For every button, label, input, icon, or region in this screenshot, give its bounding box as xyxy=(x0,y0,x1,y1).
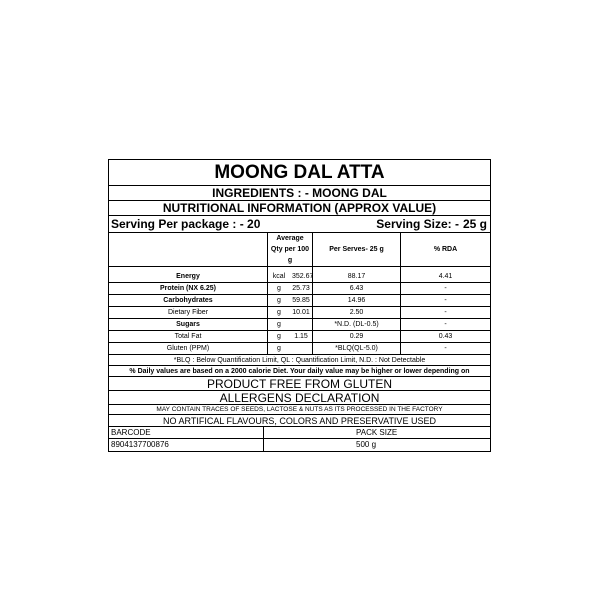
nutrient-name: Sugars xyxy=(109,319,268,331)
limits-note: *BLQ : Below Quantification Limit, QL : Quantification Limit, N.D. : Not Detectable xyxy=(109,355,490,366)
serving-size-value: 25 g xyxy=(462,217,487,231)
allergens-text: MAY CONTAIN TRACES OF SEEDS, LACTOSE & NUTS AS ITS PROCESSED IN THE FACTORY xyxy=(109,405,490,415)
serving-size-label: Serving Size: - xyxy=(376,217,459,231)
nutrient-per100 xyxy=(290,319,313,331)
nutrient-per100: 10.01 xyxy=(290,307,313,319)
nutrition-label xyxy=(108,159,491,452)
table-row xyxy=(109,331,490,343)
nutrition-table xyxy=(109,233,490,354)
nutrient-name: Energy xyxy=(109,271,268,283)
nutrient-unit: g xyxy=(268,295,291,307)
serving-info xyxy=(109,216,490,233)
barcode-pack-values xyxy=(109,439,490,451)
nutrition-table-wrap xyxy=(109,233,490,355)
allergens-heading: ALLERGENS DECLARATION xyxy=(109,391,490,405)
daily-values-note: % Daily values are based on a 2000 calorie Diet. Your daily value may be higher or lower depending on xyxy=(109,366,490,377)
barcode-value: 8904137700876 xyxy=(109,439,264,451)
table-row xyxy=(109,319,490,331)
header-cell: % RDA xyxy=(401,233,491,267)
nutrient-per100 xyxy=(290,343,313,355)
nutrient-name: Dietary Fiber xyxy=(109,307,268,319)
nutrient-unit: g xyxy=(268,283,291,295)
nutrient-serve: 88.17 xyxy=(313,271,401,283)
nutrient-per100: 1.15 xyxy=(290,331,313,343)
table-row xyxy=(109,271,490,283)
nutrient-rda: - xyxy=(401,319,491,331)
ingredients-line: INGREDIENTS : - MOONG DAL xyxy=(109,186,490,201)
pack-size-value: 500 g xyxy=(356,440,377,449)
nutrient-unit: g xyxy=(268,319,291,331)
table-row xyxy=(109,343,490,355)
nutrient-serve: 6.43 xyxy=(313,283,401,295)
nutrition-heading: NUTRITIONAL INFORMATION (APPROX VALUE) xyxy=(109,201,490,216)
pack-size-label: PACK SIZE xyxy=(356,428,398,437)
nutrient-name: Carbohydrates xyxy=(109,295,268,307)
nutrient-serve: *BLQ(QL-5.0) xyxy=(313,343,401,355)
nutrient-per100: 25.73 xyxy=(290,283,313,295)
table-row xyxy=(109,307,490,319)
nutrient-unit: g xyxy=(277,345,281,352)
nutrient-unit: kcal xyxy=(268,271,291,283)
nutrient-serve: *N.D. (DL-0.5) xyxy=(313,319,401,331)
nutrient-rda: - xyxy=(401,295,491,307)
nutrient-per100: 352.67 xyxy=(290,271,313,283)
table-row xyxy=(109,295,490,307)
header-cell xyxy=(109,233,268,267)
nutrient-rda: 4.41 xyxy=(401,271,491,283)
nutrient-rda: - xyxy=(401,307,491,319)
nutrient-unit: g xyxy=(268,307,291,319)
gluten-free-statement: PRODUCT FREE FROM GLUTEN xyxy=(109,377,490,391)
nutrient-name: Protein (NX 6.25) xyxy=(109,283,268,295)
nutrient-rda: 0.43 xyxy=(401,331,491,343)
table-row xyxy=(109,283,490,295)
barcode-pack-labels xyxy=(109,427,490,439)
product-title: MOONG DAL ATTA xyxy=(109,160,490,186)
no-artificial-statement: NO ARTIFICAL FLAVOURS, COLORS AND PRESERVATIVE USED xyxy=(109,415,490,427)
barcode-label: BARCODE xyxy=(109,427,264,438)
nutrient-name: Gluten (PPM) xyxy=(109,343,268,355)
nutrient-per100: 59.85 xyxy=(290,295,313,307)
nutrient-serve: 0.29 xyxy=(313,331,401,343)
serving-size xyxy=(376,216,487,232)
nutrient-serve: 14.96 xyxy=(313,295,401,307)
nutrient-serve: 2.50 xyxy=(313,307,401,319)
table-header-row xyxy=(109,233,490,267)
header-cell: Average Qty per 100 g xyxy=(268,233,313,267)
header-cell: Per Serves- 25 g xyxy=(313,233,401,267)
nutrient-unit: g xyxy=(268,331,291,343)
nutrient-rda: - xyxy=(444,345,447,352)
serving-per-package: Serving Per package : - 20 xyxy=(111,217,261,231)
nutrient-rda: - xyxy=(401,283,491,295)
nutrient-name: Total Fat xyxy=(109,331,268,343)
